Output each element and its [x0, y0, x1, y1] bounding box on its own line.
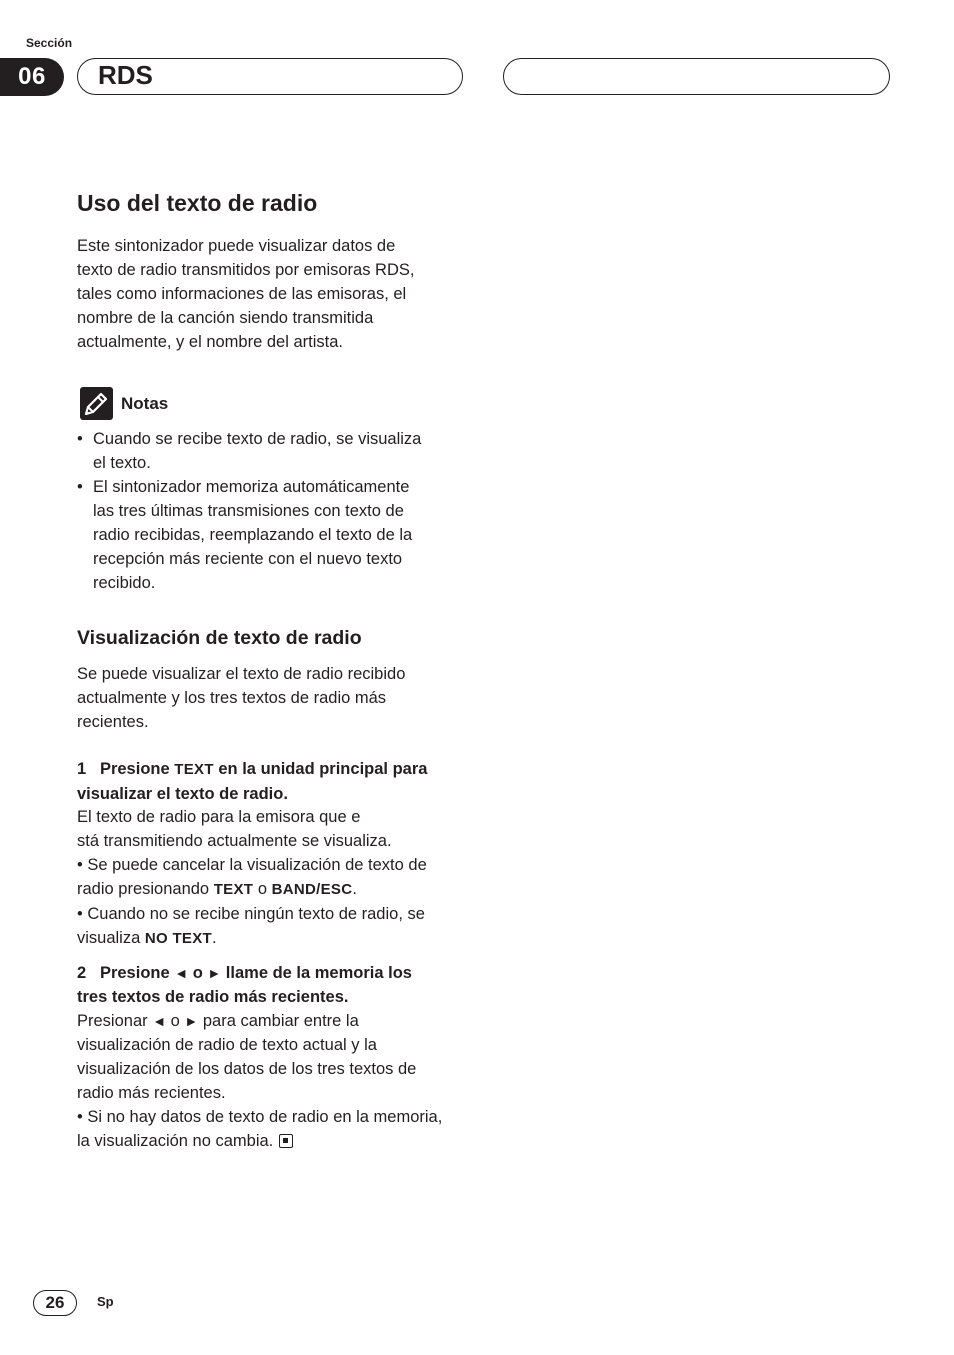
body-line — [77, 1009, 469, 1033]
page-heading: Uso del texto de radio — [77, 190, 318, 216]
body-line — [77, 1129, 469, 1153]
note-line: radio recibidas, reemplazando el texto de la — [93, 526, 413, 544]
body-text: la visualización no cambia. — [77, 1132, 274, 1150]
text-key-label: TEXT — [174, 761, 214, 778]
section-label: Sección — [26, 36, 73, 50]
body-line: stá transmitiendo actualmente se visualiza. — [77, 832, 392, 850]
body-line: • Cuando no se recibe ningún texto de radio, se — [77, 905, 425, 923]
subheading: Visualización de texto de radio — [77, 627, 362, 649]
sub-intro-paragraph — [77, 662, 469, 734]
language-label: Sp — [97, 1294, 114, 1309]
step-2-title — [77, 961, 469, 1009]
note-line: las tres últimas transmisiones con texto de — [93, 502, 404, 520]
step-title-text: Presione — [99, 964, 175, 982]
step-title-text: tres textos de radio más recientes. — [77, 988, 349, 1006]
intro-line: actualmente, y el nombre del artista. — [77, 333, 343, 351]
left-arrow-icon: ◄ — [152, 1013, 167, 1029]
step-2-body — [77, 1009, 469, 1153]
end-of-section-icon — [279, 1134, 293, 1148]
sub-intro-line: Se puede visualizar el texto de radio recibido — [77, 665, 406, 683]
right-arrow-icon: ► — [207, 965, 222, 981]
step-title-text: visualizar el texto de radio. — [77, 785, 288, 803]
page-number: 26 — [33, 1290, 77, 1316]
step-title-text: en la unidad principal para — [213, 760, 428, 778]
note-pencil-icon — [80, 387, 113, 420]
body-line: • Se puede cancelar la visualización de texto de — [77, 856, 427, 874]
sub-intro-line: actualmente y los tres textos de radio más — [77, 689, 387, 707]
body-text: o — [166, 1012, 185, 1030]
body-text: . — [352, 880, 357, 898]
step-number: 2 — [77, 964, 87, 982]
step-1-body — [77, 805, 469, 951]
note-line: el texto. — [93, 454, 151, 472]
step-title-text: o — [188, 964, 208, 982]
notes-list — [77, 427, 469, 595]
intro-line: nombre de la canción siendo transmitida — [77, 309, 374, 327]
section-title: RDS — [98, 60, 153, 90]
body-line: • Si no hay datos de texto de radio en la memoria, — [77, 1108, 443, 1126]
bullet-icon: • — [77, 478, 83, 496]
notes-label: Notas — [121, 394, 169, 413]
body-text: o — [253, 880, 272, 898]
step-title-text: Presione — [99, 760, 175, 778]
right-header-frame — [503, 58, 890, 95]
step-title-text: llame de la memoria los — [221, 964, 412, 982]
body-text: Presionar — [77, 1012, 153, 1030]
intro-line: tales como informaciones de las emisoras, el — [77, 285, 407, 303]
body-text: para cambiar entre la — [198, 1012, 359, 1030]
intro-paragraph — [77, 234, 469, 354]
no-text-display-label: NO TEXT — [144, 930, 212, 947]
body-text: . — [211, 929, 217, 947]
list-item — [77, 427, 469, 475]
note-line: recepción más reciente con el nuevo texto — [93, 550, 403, 568]
right-arrow-icon: ► — [184, 1013, 199, 1029]
text-key-label: TEXT — [213, 881, 254, 898]
body-line: visualización de los datos de los tres textos de — [77, 1060, 417, 1078]
note-line: Cuando se recibe texto de radio, se visualiza — [93, 430, 422, 448]
note-line: recibido. — [93, 574, 156, 592]
left-arrow-icon: ◄ — [174, 965, 189, 981]
body-line: visualización de radio de texto actual y la — [77, 1036, 377, 1054]
body-line: El texto de radio para la emisora que e — [77, 808, 361, 826]
sub-intro-line: recientes. — [77, 713, 149, 731]
section-number-tab: 06 — [0, 58, 64, 96]
body-line — [77, 926, 469, 951]
body-text: visualiza — [77, 929, 145, 947]
intro-line: Este sintonizador puede visualizar datos de — [77, 237, 396, 255]
band-esc-key-label: BAND/ESC — [271, 881, 353, 898]
bullet-icon: • — [77, 430, 83, 448]
note-line: El sintonizador memoriza automáticamente — [93, 478, 410, 496]
body-line: radio más recientes. — [77, 1084, 226, 1102]
body-text: radio presionando — [77, 880, 214, 898]
step-1-title — [77, 757, 469, 806]
intro-line: texto de radio transmitidos por emisoras RDS, — [77, 261, 415, 279]
step-number: 1 — [77, 760, 87, 778]
list-item — [77, 475, 469, 595]
body-line — [77, 877, 469, 902]
